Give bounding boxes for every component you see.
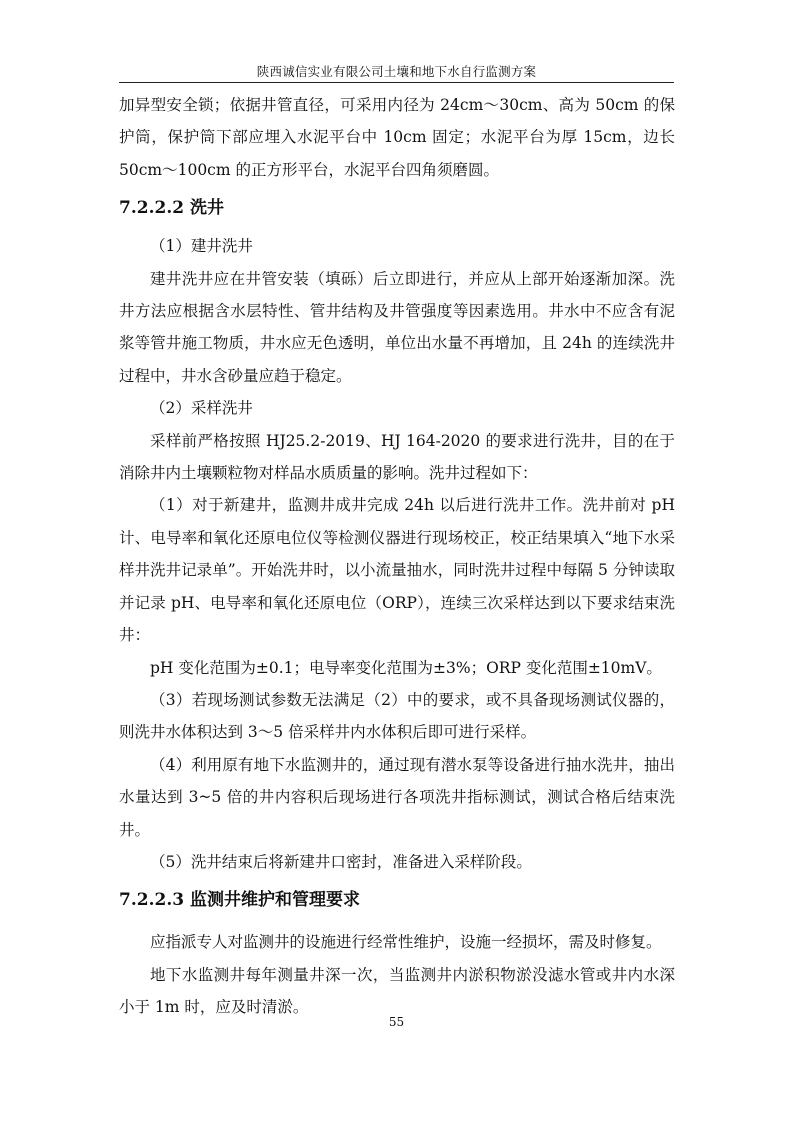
paragraph-sampling-well-washing: 采样前严格按照 HJ25.2-2019、HJ 164-2020 的要求进行洗井，目的在于消除井内土壤颗粒物对样品水质质量的影响。洗井过程如下：: [119, 431, 675, 483]
paragraph-protective-casing: 加异型安全锁；依据井管直径，可采用内径为 24cm～30cm、高为 50cm 的保护筒，保护筒下部应埋入水泥平台中 10cm 固定；水泥平台为厚 15cm，边长 50cm～100cm 的正方形平台，水泥平台四角须磨圆。: [119, 96, 675, 179]
paragraph-step-4: （4）利用原有地下水监测井的，通过现有潜水泵等设备进行抽水洗井，抽出水量达到 3~5 倍的井内容积后现场进行各项洗井指标测试，测试合格后结束洗井。: [119, 755, 675, 839]
paragraph-step-3: （3）若现场测试参数无法满足（2）中的要求，或不具备现场测试仪器的，则洗井水体积达到 3～5 倍采样井内水体积后即可进行采样。: [119, 690, 675, 742]
paragraph-maintenance-1: 应指派专人对监测井的设施进行经常性维护，设施一经损坏，需及时修复。: [150, 933, 662, 952]
running-header: 陕西诚信实业有限公司土壤和地下水自行监测方案: [256, 64, 537, 79]
page-number: 55: [388, 1015, 405, 1029]
paragraph-step-5: （5）洗井结束后将新建井口密封，准备进入采样阶段。: [150, 852, 532, 871]
paragraph-step-1: （1）对于新建井，监测井成井完成 24h 以后进行洗井工作。洗井前对 pH 计、电导率和氧化还原电位仪等检测仪器进行现场校正，校正结果填入“地下水采样井洗井记录单”。开始洗井时，以小流量抽水，同时洗井过程中每隔 5 分钟读取并记录 pH、电导率和氧化还原电位（ORP），连续三次采样达到以下要求结束洗井：: [119, 496, 675, 645]
paragraph-maintenance-2: 地下水监测井每年测量井深一次，当监测井内淤积物淤没滤水管或井内水深小于 1m 时，应及时清淤。: [119, 965, 675, 1017]
subheading-sampling-well-washing: （2）采样洗井: [150, 399, 253, 418]
header-divider: [119, 82, 674, 83]
section-heading-well-washing: 7.2.2.2 洗井: [119, 198, 224, 219]
paragraph-ranges: pH 变化范围为±0.1；电导率变化范围为±3%；ORP 变化范围±10mV。: [150, 658, 662, 677]
document-body: [119, 89, 675, 1024]
paragraph-build-well-washing: 建井洗井应在井管安装（填砾）后立即进行，并应从上部开始逐渐加深。洗井方法应根据含水层特性、管井结构及井管强度等因素选用。井水中不应含有泥浆等管井施工物质，井水应无色透明，单位出水量不再增加，且 24h 的连续洗井过程中，井水含砂量应趋于稳定。: [119, 269, 675, 385]
section-heading-maintenance: 7.2.2.3 监测井维护和管理要求: [119, 890, 360, 911]
subheading-build-well-washing: （1）建井洗井: [150, 237, 253, 256]
